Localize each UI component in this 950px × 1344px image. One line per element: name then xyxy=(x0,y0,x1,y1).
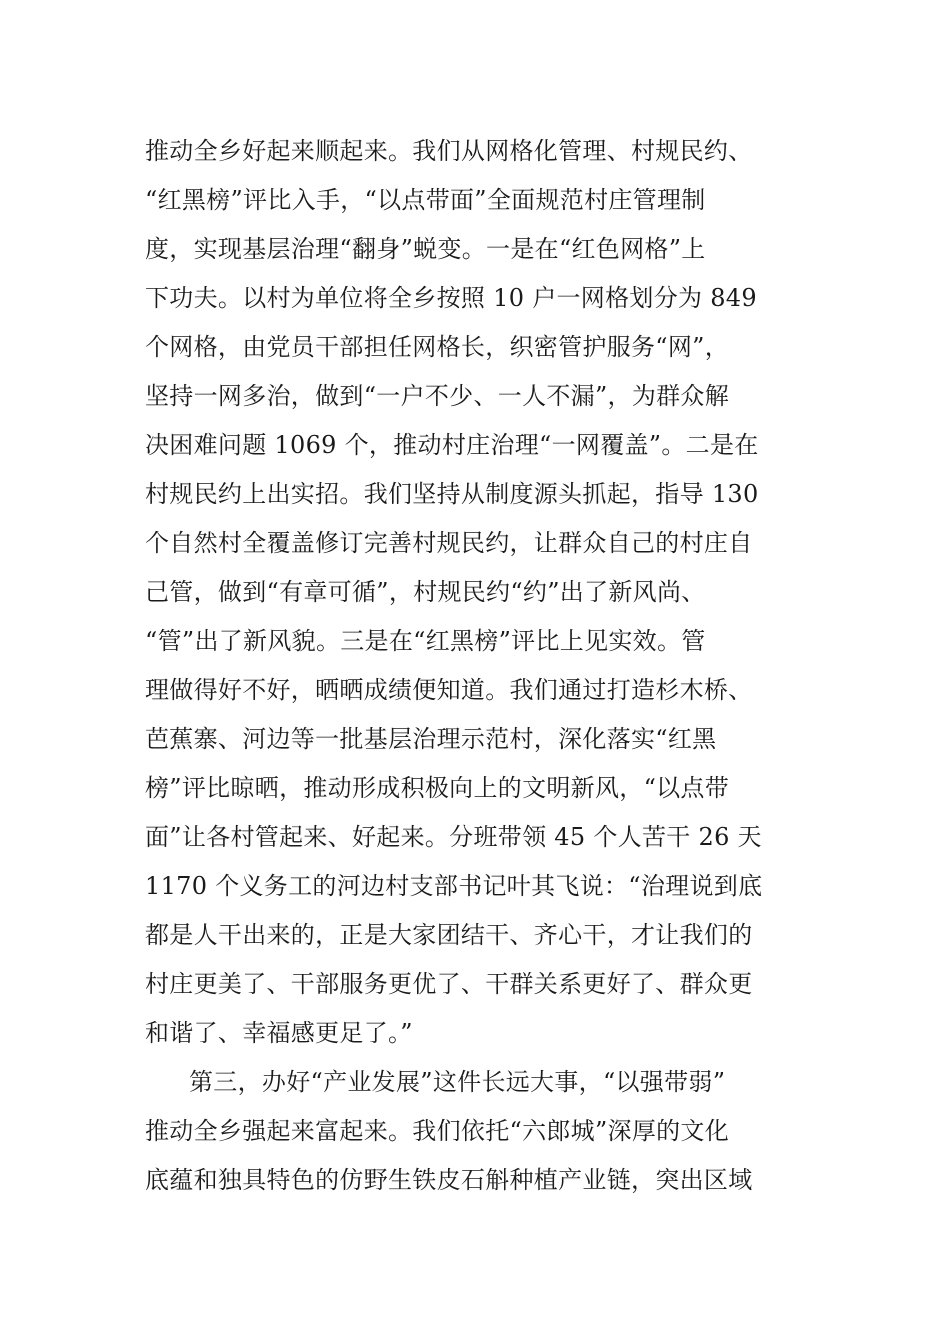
text-line: 芭蕉寨、河边等一批基层治理示范村，深化落实“红黑 xyxy=(145,725,717,753)
text-line: 都是人干出来的，正是大家团结干、齐心干，才让我们的 xyxy=(145,921,753,949)
text-line: 推动全乡强起来富起来。我们依托“六郎城”深厚的文化 xyxy=(145,1117,730,1145)
text-line: 1170 个义务工的河边村支部书记叶其飞说：“治理说到底 xyxy=(145,872,763,900)
text-line: 度，实现基层治理“翻身”蜕变。一是在“红色网格”上 xyxy=(145,235,706,263)
text-line: 个网格，由党员干部担任网格长，织密管护服务“网”， xyxy=(145,333,730,361)
text-line: 和谐了、幸福感更足了。” xyxy=(145,1019,413,1047)
text-line: 村庄更美了、干部服务更优了、干群关系更好了、群众更 xyxy=(145,970,753,998)
text-line: 决困难问题 1069 个，推动村庄治理“一网覆盖”。二是在 xyxy=(145,431,759,459)
text-line: 坚持一网多治，做到“一户不少、一人不漏”，为群众解 xyxy=(145,382,730,410)
text-line: “红黑榜”评比入手，“以点带面”全面规范村庄管理制 xyxy=(145,186,706,214)
text-line: “管”出了新风貌。三是在“红黑榜”评比上见实效。管 xyxy=(145,627,706,655)
text-line: 村规民约上出实招。我们坚持从制度源头抓起，指导 130 xyxy=(145,480,759,508)
text-line: 榜”评比晾晒，推动形成积极向上的文明新风，“以点带 xyxy=(145,774,730,802)
text-line: 面”让各村管起来、好起来。分班带领 45 个人苦干 26 天 xyxy=(145,823,762,851)
text-line: 底蕴和独具特色的仿野生铁皮石斛种植产业链，突出区域 xyxy=(145,1166,753,1194)
text-line: 下功夫。以村为单位将全乡按照 10 户一网格划分为 849 xyxy=(145,284,757,312)
text-line: 己管，做到“有章可循”，村规民约“约”出了新风尚、 xyxy=(145,578,706,606)
text-line: 理做得好不好，晒晒成绩便知道。我们通过打造杉木桥、 xyxy=(145,676,753,704)
text-line: 推动全乡好起来顺起来。我们从网格化管理、村规民约、 xyxy=(145,137,753,165)
paragraph-start-line: 第三，办好“产业发展”这件长远大事，“以强带弱” xyxy=(189,1068,726,1096)
text-line: 个自然村全覆盖修订完善村规民约，让群众自己的村庄自 xyxy=(145,529,753,557)
body-text xyxy=(145,127,845,1205)
